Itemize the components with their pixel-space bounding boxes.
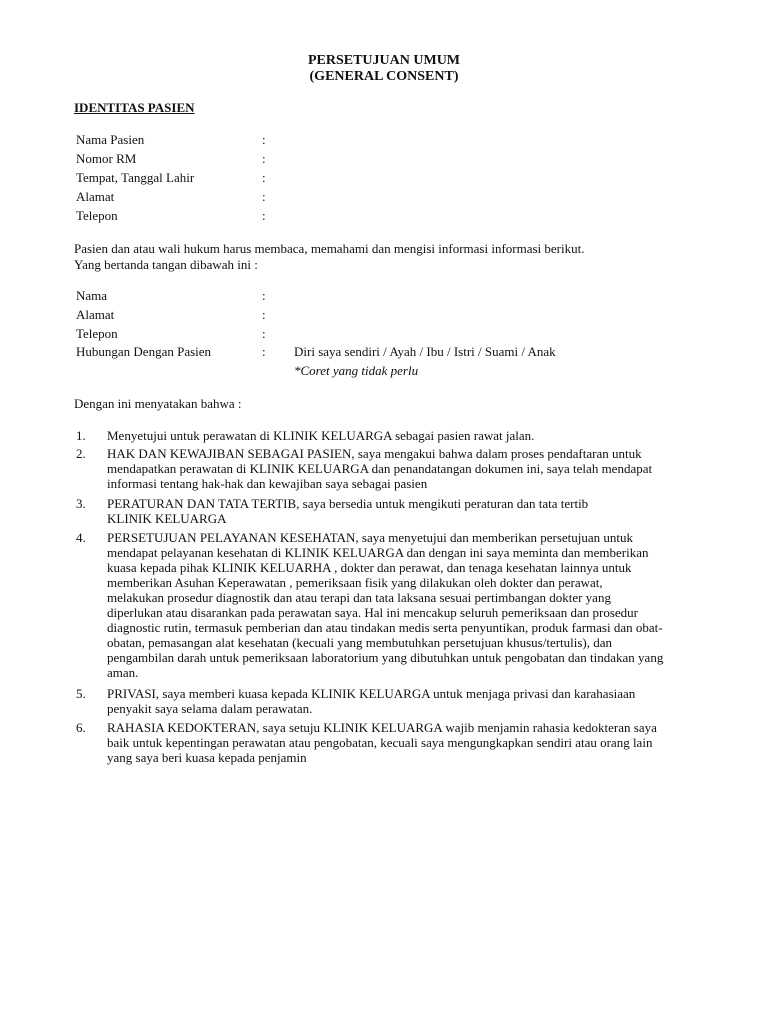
patient-phone-label: Telepon xyxy=(76,208,118,223)
list-item xyxy=(107,496,697,526)
field-colon: : xyxy=(262,208,266,223)
list-item-line: yang saya beri kuasa kepada penjamin xyxy=(107,750,307,765)
field-colon: : xyxy=(262,189,266,204)
field-colon: : xyxy=(262,151,266,166)
list-item-line: KLINIK KELUARGA xyxy=(107,511,227,526)
signer-address-label: Alamat xyxy=(76,307,115,322)
list-item-line: penyakit saya selama dalam perawatan. xyxy=(107,701,313,716)
list-item-line: informasi tentang hak-hak dan kewajiban saya sebagai pasien xyxy=(107,476,428,491)
patient-name-label: Nama Pasien xyxy=(76,132,145,147)
statement-intro: Dengan ini menyatakan bahwa : xyxy=(74,396,242,411)
list-item-line: memberikan Asuhan Keperawatan , pemeriksaan fisik yang dilakukan oleh dokter dan perawat, xyxy=(107,575,603,590)
list-item-line: mendapatkan perawatan di KLINIK KELUARGA dan penandatangan dokumen ini, saya telah mendapat xyxy=(107,461,653,476)
undersigned-line: Yang bertanda tangan dibawah ini : xyxy=(74,257,258,272)
strike-note: *Coret yang tidak perlu xyxy=(294,363,419,378)
list-item-line: PRIVASI, saya memberi kuasa kepada KLINIK KELUARGA untuk menjaga privasi dan karahasiaan xyxy=(107,686,636,701)
field-colon: : xyxy=(262,307,266,322)
list-item xyxy=(107,686,697,716)
list-item-number: 1. xyxy=(76,428,86,443)
field-colon: : xyxy=(262,288,266,303)
list-item xyxy=(107,720,697,765)
list-item-line: HAK DAN KEWAJIBAN SEBAGAI PASIEN, saya mengakui bahwa dalam proses pendaftaran untuk xyxy=(107,446,642,461)
relationship-options[interactable]: Diri saya sendiri / Ayah / Ibu / Istri / Suami / Anak xyxy=(294,344,556,359)
list-item xyxy=(107,428,697,443)
list-item-number: 6. xyxy=(76,720,86,735)
list-item-line: kuasa kepada pihak KLINIK KELUARHA , dokter dan perawat, dan tenaga kesehatan lainnya untuk xyxy=(107,560,632,575)
list-item-line: diagnostic rutin, termasuk pemberian dan atau tindakan medis serta penyuntikan, produk farmasi dan obat- xyxy=(107,620,663,635)
list-item-number: 2. xyxy=(76,446,86,461)
medical-record-number-label: Nomor RM xyxy=(76,151,137,166)
list-item-line: mendapat pelayanan kesehatan di KLINIK KELUARGA dan dengan ini saya meminta dan memberikan xyxy=(107,545,649,560)
list-item-line: Menyetujui untuk perawatan di KLINIK KELUARGA sebagai pasien rawat jalan. xyxy=(107,428,535,443)
list-item-line: PERATURAN DAN TATA TERTIB, saya bersedia untuk mengikuti peraturan dan tata tertib xyxy=(107,496,589,511)
list-item-number: 5. xyxy=(76,686,86,701)
field-colon: : xyxy=(262,132,266,147)
patient-address-label: Alamat xyxy=(76,189,115,204)
list-item-line: diperlukan atau disarankan pada perawatan saya. Hal ini mencakup seluruh pemeriksaan dan prosedur xyxy=(107,605,638,620)
list-item-number: 3. xyxy=(76,496,86,511)
list-item-line: RAHASIA KEDOKTERAN, saya setuju KLINIK KELUARGA wajib menjamin rahasia kedokteran saya xyxy=(107,720,657,735)
field-colon: : xyxy=(262,326,266,341)
list-item-line: obatan, pemasangan alat kesehatan (kecuali yang membutuhkan persetujuan khusus/tertulis), dan xyxy=(107,635,613,650)
relationship-label: Hubungan Dengan Pasien xyxy=(76,344,212,359)
list-item-line: aman. xyxy=(107,665,139,680)
list-item-line: baik untuk kepentingan perawatan atau pengobatan, kecuali saya mengungkapkan sendiri atau orang lain xyxy=(107,735,653,750)
field-colon: : xyxy=(262,344,266,359)
document-subtitle: (GENERAL CONSENT) xyxy=(309,69,459,84)
list-item-line: pengambilan darah untuk pemeriksaan laboratorium yang dibutuhkan untuk pengobatan dan tindakan yang xyxy=(107,650,664,665)
field-colon: : xyxy=(262,170,266,185)
signer-name-label: Nama xyxy=(76,288,108,303)
list-item xyxy=(107,446,697,491)
signer-phone-label: Telepon xyxy=(76,326,118,341)
list-item xyxy=(107,530,697,680)
list-item-line: melakukan prosedur diagnostik dan atau terapi dan tata laksana sesuai pertimbangan dokter yang xyxy=(107,590,611,605)
list-item-number: 4. xyxy=(76,530,86,545)
patient-identity-heading: IDENTITAS PASIEN xyxy=(74,100,195,115)
birth-place-date-label: Tempat, Tanggal Lahir xyxy=(76,170,195,185)
instruction-line: Pasien dan atau wali hukum harus membaca, memahami dan mengisi informasi informasi berikut. xyxy=(74,241,585,256)
list-item-line: PERSETUJUAN PELAYANAN KESEHATAN, saya menyetujui dan memberikan persetujuan untuk xyxy=(107,530,633,545)
document-title: PERSETUJUAN UMUM xyxy=(307,53,461,68)
